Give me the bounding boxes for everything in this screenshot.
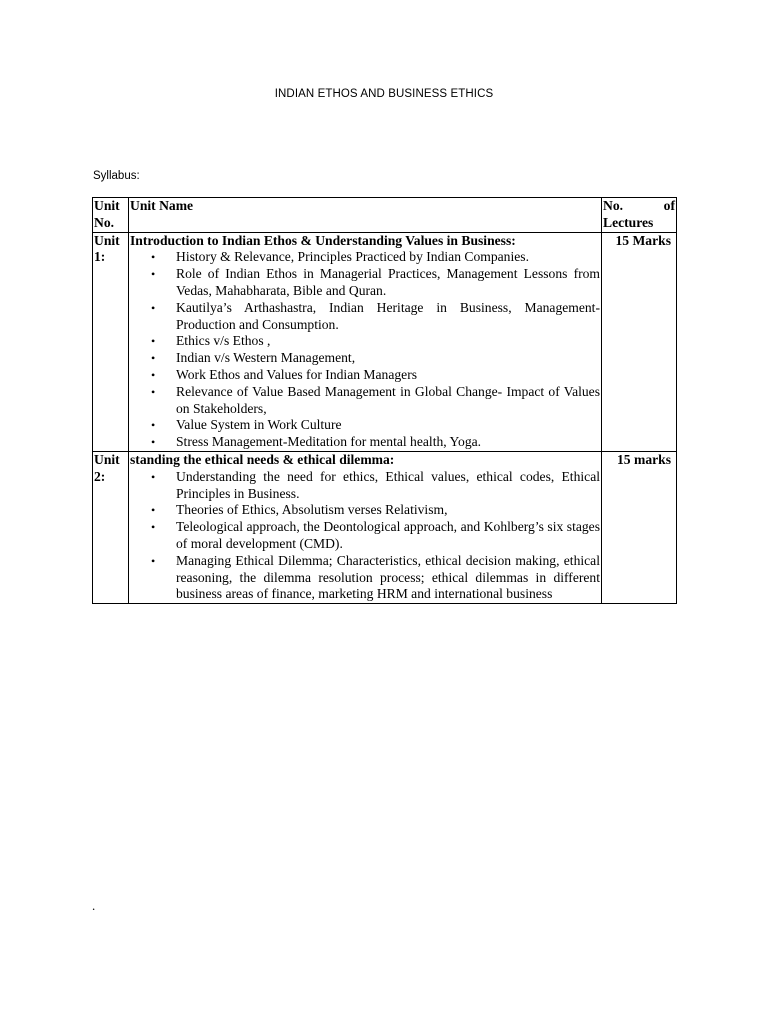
unit-title: standing the ethical needs & ethical dilemma:: [130, 451, 395, 467]
header-unit-no: Unit No.: [93, 198, 129, 233]
list-item: • Value System in Work Culture: [176, 417, 600, 434]
table-row: [93, 451, 677, 603]
list-item: • Role of Indian Ethos in Managerial Practices, Management Lessons from Vedas, Mahabharata, Bible and Quran.: [176, 266, 600, 300]
list-item: • Kautilya’s Arthashastra, Indian Heritage in Business, Management-Production and Consumption.: [176, 300, 600, 334]
list-item: • Ethics v/s Ethos ,: [176, 333, 600, 350]
table-row: [93, 232, 677, 451]
topic-list: [130, 249, 600, 451]
syllabus-table: [92, 197, 677, 604]
list-item: • Work Ethos and Values for Indian Managers: [176, 367, 600, 384]
unit-title: Introduction to Indian Ethos & Understanding Values in Business:: [130, 232, 516, 248]
unit-number: Unit 1:: [93, 232, 129, 451]
header-lectures-word: Lectures: [603, 214, 654, 230]
list-item: • Managing Ethical Dilemma; Characteristics, ethical decision making, ethical reasoning, the dilemma resolution process; ethical dilemmas in different business areas of finance, marketing HRM and international business: [176, 553, 600, 603]
unit-marks: 15 marks: [602, 451, 677, 603]
header-lectures-no: No.: [603, 198, 624, 213]
document-title: INDIAN ETHOS AND BUSINESS ETHICS: [274, 88, 494, 100]
table-header-row: [93, 198, 677, 233]
unit-marks: 15 Marks: [602, 232, 677, 451]
list-item: • Teleological approach, the Deontological approach, and Kohlberg’s six stages of moral development (CMD).: [176, 519, 600, 553]
header-lectures: [602, 198, 677, 233]
footer-mark: .: [92, 898, 96, 913]
list-item: • Relevance of Value Based Management in Global Change- Impact of Values on Stakeholders,: [176, 384, 600, 418]
header-lectures-of: of: [663, 198, 675, 213]
unit-content: [129, 232, 602, 451]
list-item: • History & Relevance, Principles Practiced by Indian Companies.: [176, 249, 600, 266]
unit-content: [129, 451, 602, 603]
unit-number: Unit 2:: [93, 451, 129, 603]
syllabus-label: Syllabus:: [93, 170, 140, 182]
list-item: • Indian v/s Western Management,: [176, 350, 600, 367]
topic-list: [130, 469, 600, 603]
list-item: • Understanding the need for ethics, Ethical values, ethical codes, Ethical Principles in Business.: [176, 469, 600, 503]
list-item: • Stress Management-Meditation for mental health, Yoga.: [176, 434, 600, 451]
header-unit-name: Unit Name: [129, 198, 602, 233]
list-item: • Theories of Ethics, Absolutism verses Relativism,: [176, 502, 600, 519]
